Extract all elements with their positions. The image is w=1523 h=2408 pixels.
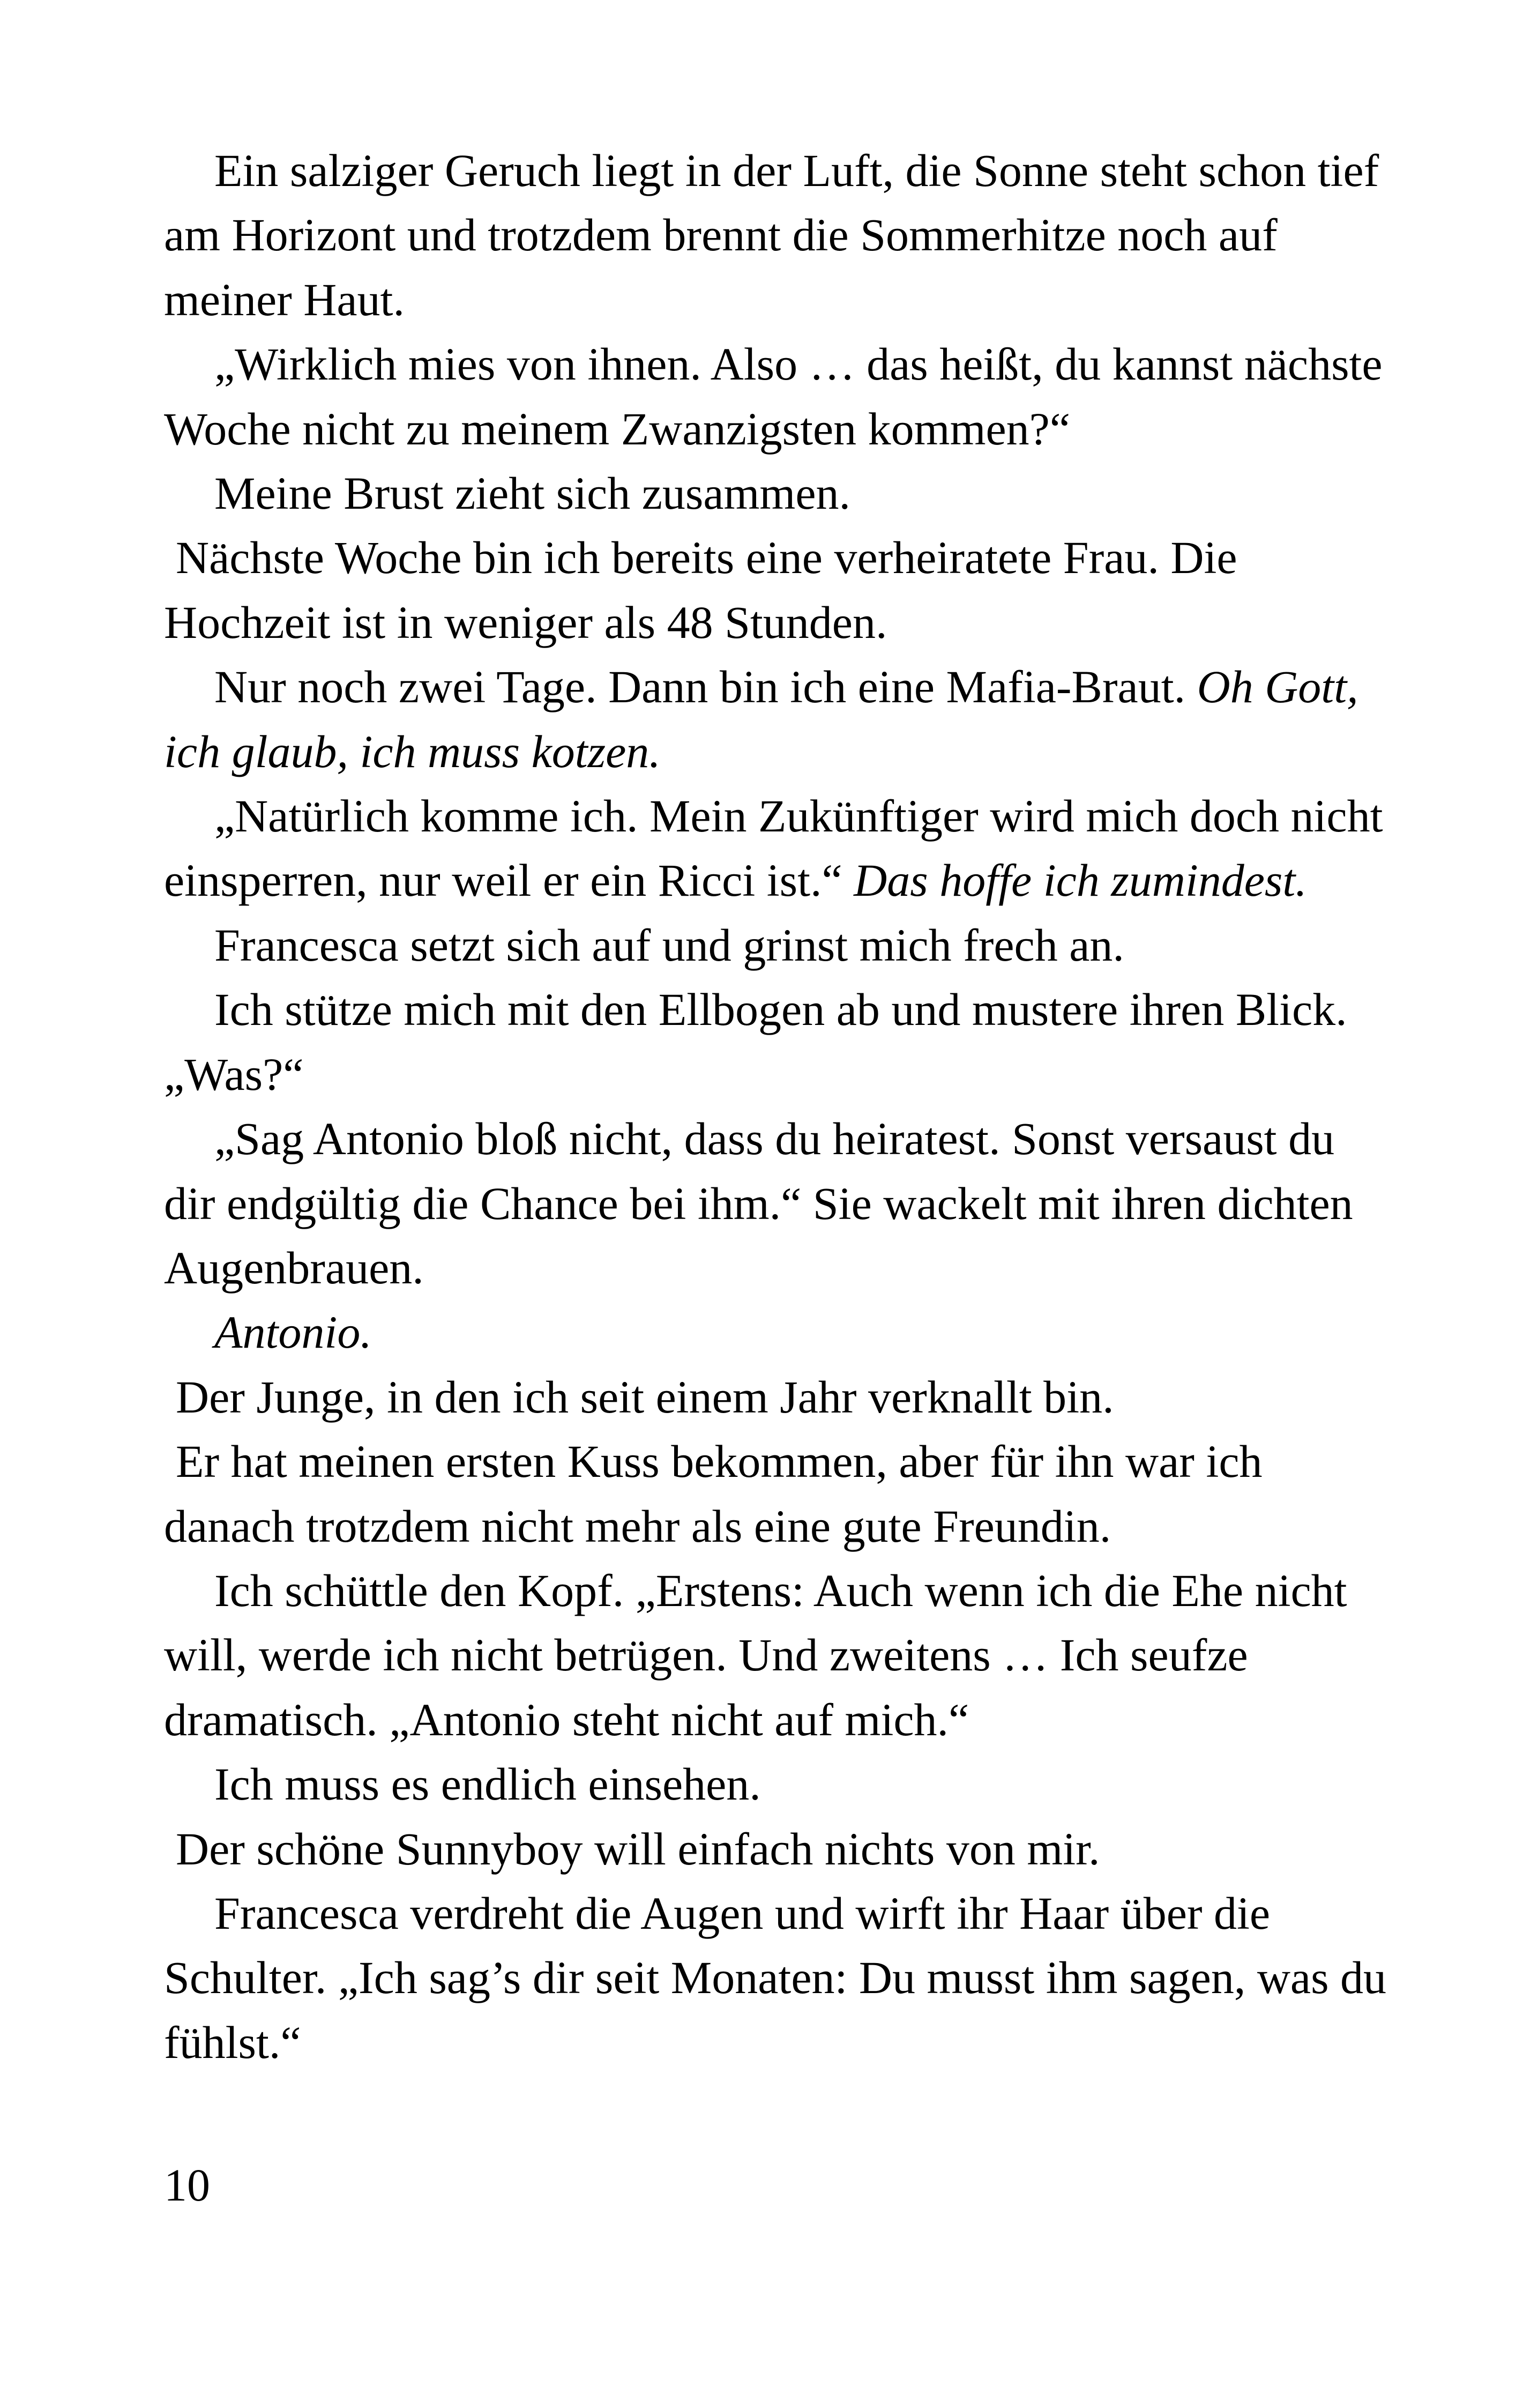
paragraph-text: Francesca setzt sich auf und grinst mich frech an. bbox=[214, 919, 1124, 971]
paragraph bbox=[164, 1558, 1391, 1752]
paragraph-italic-text: Oh Gott, ich glaub, ich muss kotzen. bbox=[164, 661, 1370, 777]
paragraph-text: Nächste Woche bin ich bereits eine verheiratete Frau. Die Hochzeit ist in weniger als 48 Stunden. bbox=[164, 532, 1249, 648]
paragraph-italic-text: Antonio. bbox=[214, 1306, 372, 1358]
paragraph bbox=[164, 1365, 1391, 1429]
paragraph bbox=[164, 1752, 1391, 1816]
paragraph bbox=[164, 784, 1394, 913]
page-number: 10 bbox=[164, 2159, 210, 2211]
paragraph bbox=[164, 1429, 1391, 1558]
paragraph bbox=[164, 655, 1391, 784]
paragraph-text: Er hat meinen ersten Kuss bekommen, aber für ihn war ich danach trotzdem nicht mehr als eine gute Freundin. bbox=[164, 1436, 1274, 1552]
paragraph bbox=[164, 461, 1391, 525]
paragraph bbox=[164, 138, 1391, 332]
paragraph bbox=[164, 1817, 1391, 1881]
paragraph-text: „Natürlich komme ich. Mein Zukünftiger wird mich doch nicht einsperren, nur weil er ein Ricci ist.“ bbox=[164, 790, 1394, 906]
paragraph-text: Ich stütze mich mit den Ellbogen ab und mustere ihren Blick. „Was?“ bbox=[164, 984, 1359, 1100]
paragraph-text: Ein salziger Geruch liegt in der Luft, die Sonne steht schon tief am Horizont und trotzdem brennt die Sommerhitze noch auf meiner Haut. bbox=[164, 145, 1391, 325]
paragraph-text: „Sag Antonio bloß nicht, dass du heiratest. Sonst versaust du dir endgültig die Chance bei ihm.“ Sie wackelt mit ihren dichten Augenbrauen. bbox=[164, 1113, 1362, 1294]
paragraph-text: Francesca verdreht die Augen und wirft ihr Haar über die Schulter. „Ich sag’s dir seit Monaten: Du musst ihm sagen, was du fühlst.“ bbox=[164, 1887, 1398, 2068]
paragraph-text: Ich muss es endlich einsehen. bbox=[214, 1758, 761, 1810]
paragraph bbox=[164, 1881, 1398, 2075]
paragraph-text: Der schöne Sunnyboy will einfach nichts von mir. bbox=[176, 1823, 1100, 1875]
body-text bbox=[164, 138, 1398, 2075]
paragraph bbox=[164, 1106, 1391, 1300]
paragraph bbox=[164, 332, 1391, 461]
paragraph-text: „Wirklich mies von ihnen. Also … das heißt, du kannst nächste Woche nicht zu meinem Zwanzigsten kommen?“ bbox=[164, 338, 1393, 455]
paragraph-italic-text: Das hoffe ich zumindest. bbox=[854, 854, 1307, 906]
paragraph bbox=[164, 977, 1391, 1106]
paragraph-text: Ich schüttle den Kopf. „Erstens: Auch wenn ich die Ehe nicht will, werde ich nicht betrügen. Und zweitens … Ich seufze dramatisch. „Antonio steht nicht auf mich.“ bbox=[164, 1564, 1359, 1745]
paragraph bbox=[164, 525, 1391, 655]
paragraph-text: Nur noch zwei Tage. Dann bin ich eine Mafia-Braut. bbox=[214, 661, 1197, 713]
paragraph bbox=[164, 1300, 1391, 1364]
paragraph-text: Der Junge, in den ich seit einem Jahr verknallt bin. bbox=[176, 1371, 1114, 1423]
paragraph bbox=[164, 913, 1391, 977]
paragraph-text: Meine Brust zieht sich zusammen. bbox=[214, 467, 850, 519]
